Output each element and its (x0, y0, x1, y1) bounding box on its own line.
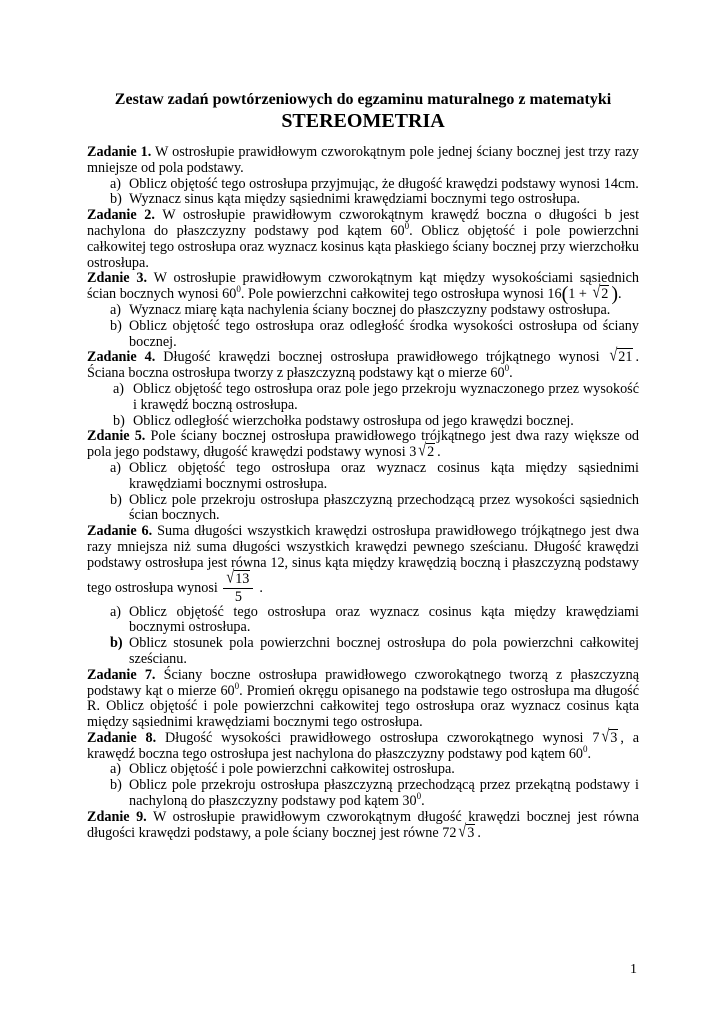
task-3: Zdanie 3. W ostrosłupie prawidłowym czworokątnym kąt między wysokościami sąsiednich ścian bocznych wynosi $60^0$. Pole powierzchni całkowitej tego ostrosłupa wynosi 16(1 + √2 ). a) Wyznacz miarę kąta nachylenia ściany bocznej do płaszczyzny podstawy ostrosłupa. b) Oblicz objętość tego ostrosłupa oraz odległość środka wysokości ostrosłupa od ściany bocznej. (87, 270, 639, 350)
document-title: Zestaw zadań powtórzeniowych do egzaminu maturalnego z matematyki (114, 91, 612, 108)
task-1-a: a) Oblicz objętość tego ostrosłupa przyjmując, że długość krawędzi podstawy wynosi 14cm. (110, 175, 639, 192)
task-9-label: Zdanie 9. (87, 808, 147, 825)
task-5-b: b) Oblicz pole przekroju ostrosłupa płaszczyzną przechodzącą przez wysokości sąsiednich ścian bocznych. (110, 491, 639, 524)
task-3-b: b) Oblicz objętość tego ostrosłupa oraz odległość środka wysokości ostrosłupa od ściany bocznej. (110, 317, 639, 350)
task-8-b: b) Oblicz pole przekroju ostrosłupa płaszczyzną przechodzącą przez przekątną podstawy i nachyloną do płaszczyzny podstawy pod kątem $30^0$. (110, 777, 639, 810)
sqrt-21: √21 (609, 345, 633, 366)
task-8-label: Zadanie 8. (87, 729, 157, 746)
task-1-label: Zadanie 1. (87, 144, 152, 160)
task-2: Zadanie 2. W ostrosłupie prawidłowym czworokątnym krawędź boczna o długości b jest nachylona do płaszczyzny podstawy pod kątem $60^0$. Oblicz objętość i pole powierzchni całkowitej tego ostrosłupa oraz wyznacz kosinus kąta płaskiego ściany bocznej przy wierzchołku ostrosłupa. (87, 207, 640, 271)
task-7: Zadanie 7. Ściany boczne ostrosłupa prawidłowego czworokątnego tworzą z płaszczyzną podstawy kąt o mierze $60^0$. Promień okręgu opisanego na podstawie tego ostrosłupa ma długość R. Oblicz objętość i pole powierzchni całkowitej tego ostrosłupa oraz wyznacz cosinus kąta między sąsiednimi krawędziami bocznymi tego ostrosłupa. (87, 666, 640, 731)
task-5-label: Zdanie 5. (87, 428, 146, 445)
task-4: Zadanie 4. Długość krawędzi bocznej ostrosłupa prawidłowego trójkątnego wynosi √21 . Ściana boczna ostrosłupa tworzy z płaszczyzną podstawy kąt o mierze $60^0$. a) Oblicz objętość tego ostrosłupa oraz pole jego przekroju wyznaczonego przez wysokość i krawędź boczną ostrosłupa. b) Oblicz odległość wierzchołka podstawy ostrosłupa od jego krawędzi bocznej. (87, 345, 640, 429)
task-5: Zdanie 5. Pole ściany bocznej ostrosłupa prawidłowego trójkątnego jest dwa razy większe od pola jego podstawy, długość krawędzi podstawy wynosi 3 √2 . a) Oblicz objętość tego ostrosłupa oraz wyznacz cosinus kąta między sąsiednimi krawędziami bocznymi ostrosłupa. b) Oblicz pole przekroju ostrosłupa płaszczyzną przechodzącą przez wysokości sąsiednich ścian bocznych. (87, 428, 640, 524)
task-8: Zadanie 8. Długość wysokości prawidłowego ostrosłupa czworokątnego wynosi 7 √3 , a krawędź boczna tego ostrosłupa jest nachylona do płaszczyzny podstawy pod kątem $60^0$. a) Oblicz objętość i pole powierzchni całkowitej ostrosłupa. b) Oblicz pole przekroju ostrosłupa płaszczyzną przechodzącą przez przekątną podstawy i nachyloną do płaszczyzny podstawy pod kątem $30^0$. (87, 726, 640, 810)
task-3-label: Zdanie 3. (87, 270, 148, 287)
document-page (87, 90, 639, 841)
task-9: Zdanie 9. W ostrosłupie prawidłowym czworokątnym długość krawędzi bocznej jest równa długości krawędzi podstawy, a pole ściany bocznej jest równe 72 √3 . (87, 808, 639, 842)
task-4-b: b) Oblicz odległość wierzchołka podstawy ostrosłupa od jego krawędzi bocznej. (113, 412, 574, 429)
task-8-a: a) Oblicz objętość i pole powierzchni całkowitej ostrosłupa. (110, 761, 455, 778)
task-7-label: Zadanie 7. (87, 666, 156, 683)
task-5-a: a) Oblicz objętość tego ostrosłupa oraz wyznacz cosinus kąta między sąsiednimi krawędziami bocznymi ostrosłupa. (110, 459, 639, 492)
task-1 (87, 145, 639, 208)
task-1-b: b) Wyznacz sinus kąta między sąsiednimi krawędziami bocznymi tego ostrosłupa. (110, 191, 581, 208)
sqrt-2: √2 (418, 440, 435, 461)
task-1-text: W ostrosłupie prawidłowym czworokątnym pole jednej ściany bocznej jest trzy razy mniejsze od pola podstawy. (87, 144, 639, 176)
task-3-formula: 16(1 + √2 ) (547, 282, 619, 306)
task-2-label: Zadanie 2. (87, 207, 155, 224)
task-4-label: Zadanie 4. (87, 349, 156, 366)
task-6-a: a) Oblicz objętość tego ostrosłupa oraz wyznacz cosinus kąta między krawędziami bocznymi ostrosłupa. (110, 603, 639, 636)
document-subtitle: STEREOMETRIA (281, 110, 445, 132)
task-6-label: Zadanie 6. (87, 523, 153, 540)
task-3-a: a) Wyznacz miarę kąta nachylenia ściany bocznej do płaszczyzny podstawy ostrosłupa. (110, 301, 611, 318)
page-number: 1 (630, 962, 637, 977)
sqrt-3: √3 (601, 726, 618, 747)
sqrt-3: √3 (458, 821, 475, 842)
task-6-b: b) Oblicz stosunek pola powierzchni bocznej ostrosłupa do pola powierzchni całkowitej sześcianu. (110, 635, 639, 667)
task-6: Zadanie 6. Suma długości wszystkich krawędzi ostrosłupa prawidłowego trójkątnego jest dwa razy mniejsza niż suma długości wszystkich krawędzi pewnego sześcianu. Długość krawędzi podstawy ostrosłupa jest równa 12, sinus kąta między krawędzią boczną i płaszczyzną podstawy tego ostrosłupa wynosi $\frac{√13}{5}$ . a) Oblicz objętość tego ostrosłupa oraz wyznacz cosinus kąta między krawędziami bocznymi ostrosłupa. b) Oblicz stosunek pola powierzchni bocznej ostrosłupa do pola powierzchni całkowitej sześcianu. (87, 523, 640, 667)
fraction-sqrt13-over-5: $\frac{√13}{5}$ (223, 572, 253, 605)
sqrt-2: √2 (592, 282, 609, 303)
task-4-a: a) Oblicz objętość tego ostrosłupa oraz pole jego przekroju wyznaczonego przez wysokość i krawędź boczną ostrosłupa. (113, 380, 639, 413)
